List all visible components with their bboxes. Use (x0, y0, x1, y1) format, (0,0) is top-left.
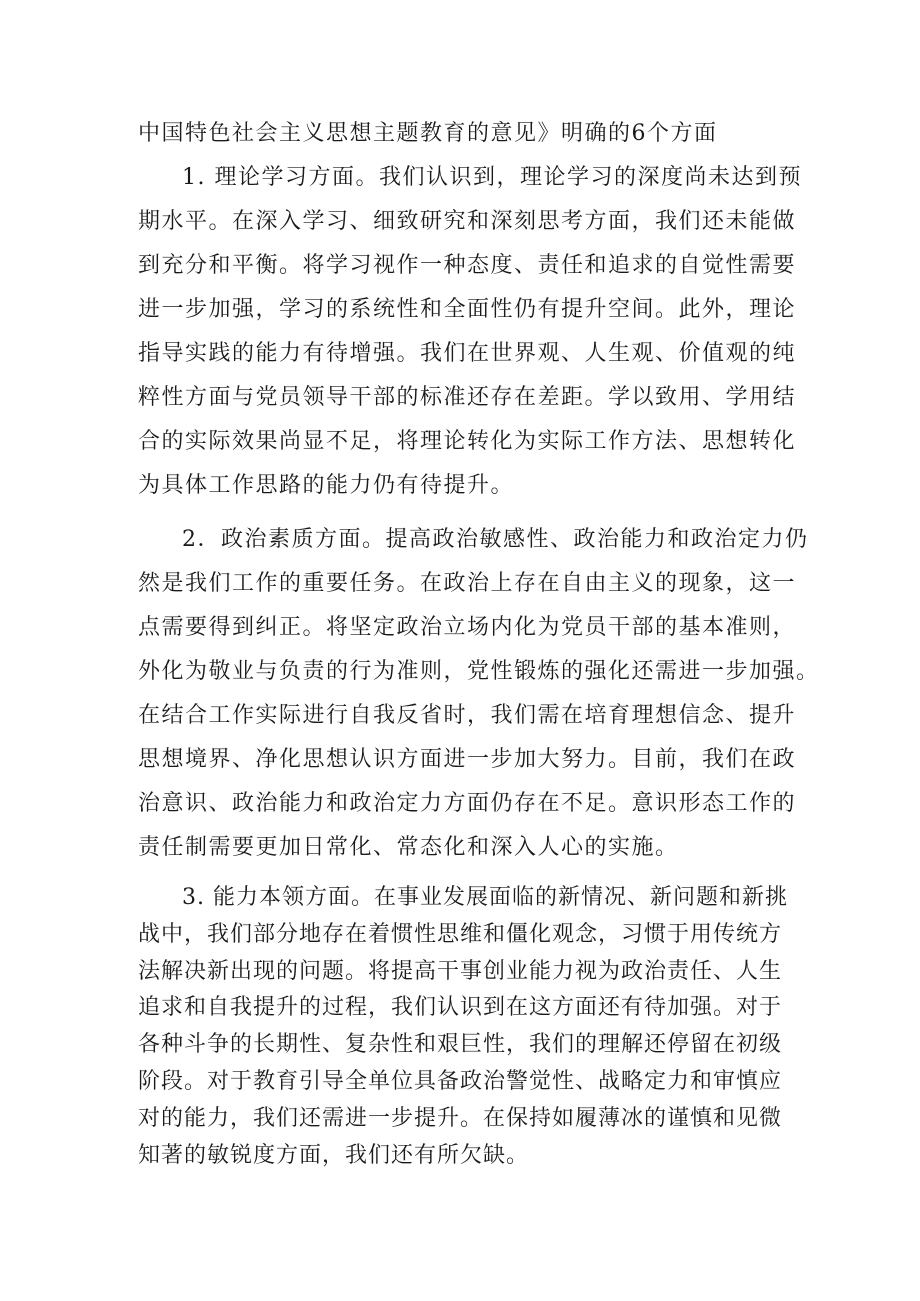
paragraph-line: 外化为敬业与负责的行为准则，党性锻炼的强化还需进一步加强。 (138, 659, 820, 684)
paragraph-line: 对的能力，我们还需进一步提升。在保持如履薄冰的谨慎和见微 (138, 1105, 783, 1131)
paragraph-line: 进一步加强，学习的系统性和全面性仍有提升空间。此外，理论 (138, 297, 797, 322)
paragraph-line: 期水平。在深入学习、细致研究和深刻思考方面，我们还未能做 (138, 209, 797, 234)
paragraph-line: 各种斗争的长期性、复杂性和艰巨性，我们的理解还停留在初级 (138, 1032, 783, 1058)
paragraph-line: 1. 理论学习方面。我们认识到，理论学习的深度尚未达到预 (182, 165, 802, 190)
paragraph-line: 法解决新出现的问题。将提高干事创业能力视为政治责任、人生 (138, 958, 783, 984)
paragraph-line: 战中，我们部分地存在着惯性思维和僵化观念，习惯于用传统方 (138, 921, 783, 947)
paragraph-line: 合的实际效果尚显不足，将理论转化为实际工作方法、思想转化 (138, 429, 797, 454)
section-capability (138, 880, 806, 1174)
paragraph-line: 阶段。对于教育引导全单位具备政治警觉性、战略定力和审慎应 (138, 1068, 783, 1094)
section-political-quality (138, 518, 820, 870)
paragraph-line: 2．政治素质方面。提高政治敏感性、政治能力和政治定力仍 (182, 527, 809, 552)
document-page (138, 112, 820, 1174)
paragraph-line: 然是我们工作的重要任务。在政治上存在自由主义的现象，这一 (138, 571, 797, 596)
intro-line: 中国特色社会主义思想主题教育的意见》明确的6个方面 (138, 121, 718, 146)
section-theory-study (138, 156, 806, 508)
paragraph-line: 3. 能力本领方面。在事业发展面临的新情况、新问题和新挑 (182, 885, 788, 910)
paragraph-line: 为具体工作思路的能力仍有待提升。 (138, 473, 515, 498)
paragraph-line: 责任制需要更加日常化、常态化和深入人心的实施。 (138, 835, 679, 860)
paragraph-line: 治意识、政治能力和政治定力方面仍存在不足。意识形态工作的 (138, 791, 797, 816)
paragraph-line: 粹性方面与党员领导干部的标准还存在差距。学以致用、学用结 (138, 385, 797, 410)
paragraph-line: 指导实践的能力有待增强。我们在世界观、人生观、价值观的纯 (138, 341, 797, 366)
paragraph-line: 点需要得到纠正。将坚定政治立场内化为党员干部的基本准则， (138, 615, 797, 640)
paragraph-line: 追求和自我提升的过程，我们认识到在这方面还有待加强。对于 (138, 995, 783, 1021)
paragraph-line: 知著的敏锐度方面，我们还有所欠缺。 (138, 1142, 530, 1168)
paragraph-line: 到充分和平衡。将学习视作一种态度、责任和追求的自觉性需要 (138, 253, 797, 278)
paragraph-line: 在结合工作实际进行自我反省时，我们需在培育理想信念、提升 (138, 703, 797, 728)
paragraph-line: 思想境界、净化思想认识方面进一步加大努力。目前，我们在政 (138, 747, 797, 772)
